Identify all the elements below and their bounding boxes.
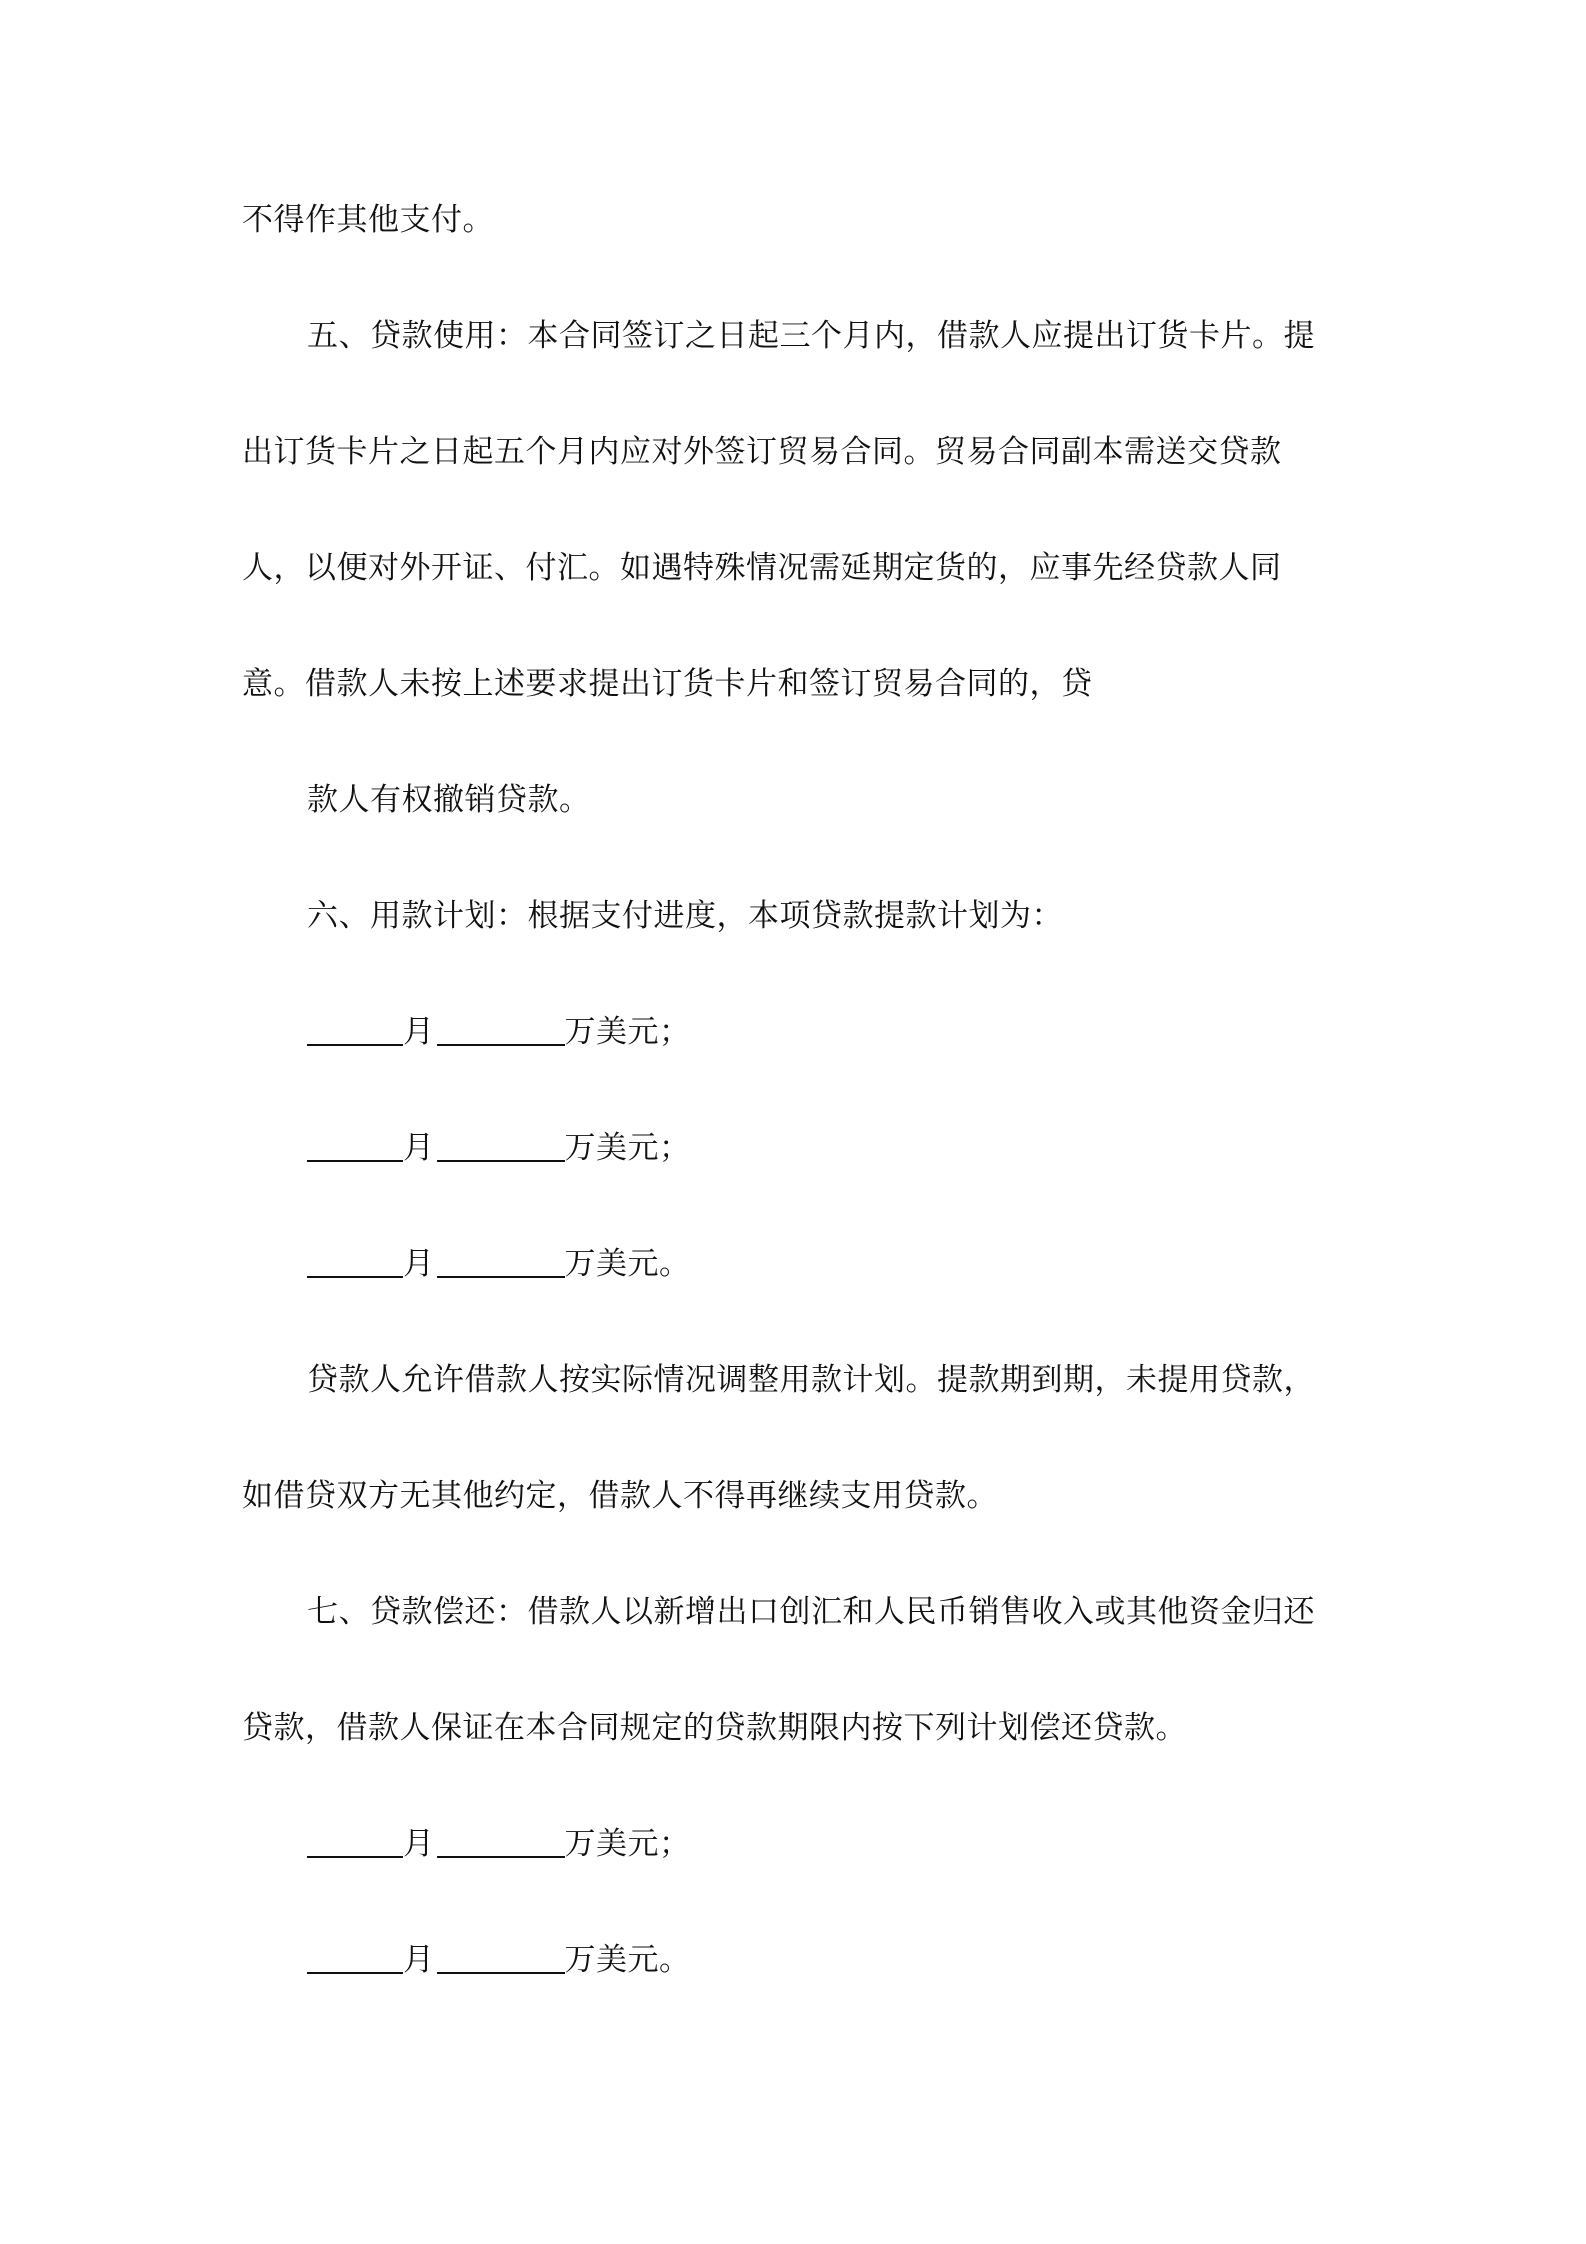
section-five-heading-line: 五、贷款使用：本合同签订之日起三个月内，借款人应提出订货卡片。提 (307, 318, 1315, 354)
month-blank[interactable] (307, 1130, 403, 1162)
month-label: 月 (403, 1246, 435, 1282)
drawdown-row-1 (307, 1012, 691, 1052)
amount-label: 万美元； (564, 1826, 691, 1862)
paragraph-line-1: 不得作其他支付。 (242, 202, 494, 238)
paragraph-line-3: 出订货卡片之日起五个月内应对外签订贸易合同。贸易合同副本需送交贷款 (242, 434, 1282, 470)
month-blank[interactable] (307, 1942, 403, 1974)
repayment-row-1 (307, 1824, 691, 1864)
month-label: 月 (403, 1014, 435, 1050)
paragraph-line-4: 人，以便对外开证、付汇。如遇特殊情况需延期定货的，应事先经贷款人同 (242, 550, 1282, 586)
section-seven-heading-line: 七、贷款偿还：借款人以新增出口创汇和人民币销售收入或其他资金归还 (307, 1594, 1315, 1630)
drawdown-row-2 (307, 1128, 691, 1168)
month-blank[interactable] (307, 1826, 403, 1858)
amount-label: 万美元。 (564, 1942, 691, 1978)
amount-blank[interactable] (437, 1014, 565, 1046)
month-blank[interactable] (307, 1246, 403, 1278)
month-blank[interactable] (307, 1014, 403, 1046)
amount-blank[interactable] (437, 1130, 565, 1162)
paragraph-line-8: 贷款人允许借款人按实际情况调整用款计划。提款期到期，未提用贷款， (307, 1362, 1315, 1398)
paragraph-line-9: 如借贷双方无其他约定，借款人不得再继续支用贷款。 (242, 1478, 998, 1514)
paragraph-line-11: 贷款，借款人保证在本合同规定的贷款期限内按下列计划偿还贷款。 (242, 1710, 1187, 1746)
repayment-row-2 (307, 1940, 691, 1980)
drawdown-row-3 (307, 1244, 691, 1284)
paragraph-line-6: 款人有权撤销贷款。 (307, 782, 591, 818)
amount-label: 万美元。 (564, 1246, 691, 1282)
paragraph-line-5: 意。借款人未按上述要求提出订货卡片和签订贸易合同的，贷 (242, 666, 1093, 702)
amount-label: 万美元； (564, 1014, 691, 1050)
month-label: 月 (403, 1130, 435, 1166)
section-six-heading-line: 六、用款计划：根据支付进度，本项贷款提款计划为： (307, 898, 1063, 934)
amount-blank[interactable] (437, 1826, 565, 1858)
month-label: 月 (403, 1826, 435, 1862)
amount-blank[interactable] (437, 1942, 565, 1974)
amount-blank[interactable] (437, 1246, 565, 1278)
amount-label: 万美元； (564, 1130, 691, 1166)
month-label: 月 (403, 1942, 435, 1978)
